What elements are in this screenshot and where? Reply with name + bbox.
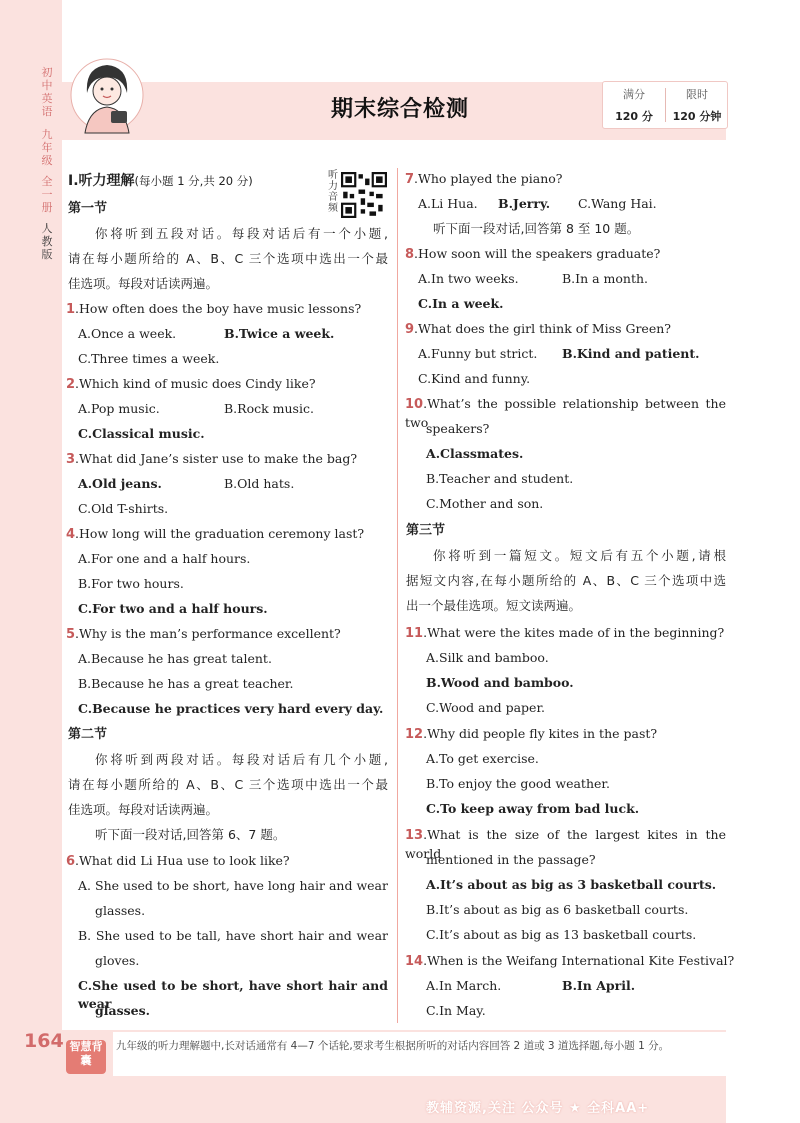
q2-option-a: A.Pop music. [78,401,160,416]
sidebar-subject: 初中英语 [41,66,53,118]
section1-instruction-2: 请在每小题所给的 A、B、C 三个选项中选出一个最 [68,251,388,266]
section1-instruction-3: 佳选项。每段对话读两遍。 [68,276,219,291]
q10-option-b: B.Teacher and student. [426,471,574,486]
q3-option-c: C.Old T-shirts. [78,501,169,516]
q12-option-a: A.To get exercise. [426,751,539,766]
watermark: 教辅资源,关注 公众号 ★ 全科AA+ [426,1101,650,1116]
section3-heading: 第三节 [406,523,446,538]
page-title: 期末综合检测 [330,97,469,122]
part1-heading [68,172,253,190]
tip-badge: 智慧背囊 [66,1040,106,1074]
q1-option-b: B.Twice a week. [224,326,335,341]
section3-instruction-3: 出一个最佳选项。短文读两遍。 [406,598,582,613]
score-label: 满分 [623,88,645,101]
time-label: 限时 [686,88,708,101]
score-value: 120 分 [615,110,653,123]
question-6: 6.What did Li Hua use to look like? [66,853,290,869]
q5-option-c: C.Because he practices very hard every day. [78,701,384,716]
q6-option-b-cont: gloves. [95,953,140,968]
q4-option-c: C.For two and a half hours. [78,601,268,616]
q11-option-b: B.Wood and bamboo. [426,675,574,690]
section2-instruction-2: 请在每小题所给的 A、B、C 三个选项中选出一个最 [68,777,388,792]
section2-instruction-3: 佳选项。每段对话读两遍。 [68,802,219,817]
q3-option-a: A.Old jeans. [78,476,162,491]
q8-option-c: C.In a week. [418,296,504,311]
q14-option-c: C.In May. [426,1003,486,1018]
section1-instruction-1: 你将听到五段对话。每段对话后有一个小题, [95,226,388,241]
q11-option-c: C.Wood and paper. [426,700,546,715]
qr-label: 听力音频 [328,170,338,214]
q8-option-a: A.In two weeks. [418,271,519,286]
section3-instruction-2: 据短文内容,在每小题所给的 A、B、C 三个选项中选 [406,573,726,588]
q12-option-b: B.To enjoy the good weather. [426,776,610,791]
q1-option-a: A.Once a week. [78,326,177,341]
q6-option-b: B. She used to be tall, have short hair and wear [78,928,388,943]
q2-option-c: C.Classical music. [78,426,205,441]
time-value: 120 分钟 [672,110,722,123]
section2-heading: 第二节 [68,727,108,742]
score-time-box [602,81,728,129]
column-divider [397,168,398,1023]
q3-option-b: B.Old hats. [224,476,295,491]
q5-option-a: A.Because he has great talent. [78,651,272,666]
question-11: 11.What were the kites made of in the beginning? [405,625,725,641]
q8-option-b: B.In a month. [562,271,649,286]
qr-code-icon[interactable] [341,172,387,218]
q14-option-b: B.In April. [562,978,636,993]
q4-option-a: A.For one and a half hours. [78,551,251,566]
q6-option-a: A. She used to be short, have long hair and wear [78,878,388,893]
sidebar [0,0,62,1123]
sidebar-edition: 人教版 [41,222,53,261]
section3-instruction-1: 你将听到一篇短文。短文后有五个小题,请根 [433,548,726,563]
q7-option-b: B.Jerry. [498,196,551,211]
q11-option-a: A.Silk and bamboo. [426,650,549,665]
q14-option-a: A.In March. [426,978,502,993]
q1-option-c: C.Three times a week. [78,351,220,366]
question-5: 5.Why is the man’s performance excellent? [66,626,341,642]
q6-option-c: C.She used to be short, have short hair and wear [78,978,388,1011]
part1-numeral: Ⅰ [68,173,74,189]
q13-option-c: C.It’s about as big as 13 basketball courts. [426,927,697,942]
q9-option-c: C.Kind and funny. [418,371,531,386]
question-1: 1.How often does the boy have music lessons? [66,301,362,317]
q10-option-a: A.Classmates. [426,446,524,461]
q10-option-c: C.Mother and son. [426,496,544,511]
sidebar-volume: 全一册 [41,175,53,214]
section2-subinstruction-2: 听下面一段对话,回答第 8 至 10 题。 [433,221,640,236]
question-4: 4.How long will the graduation ceremony last? [66,526,365,542]
question-10-cont: speakers? [426,421,490,436]
q12-option-c: C.To keep away from bad luck. [426,801,640,816]
q6-option-c-cont: glasses. [95,1003,151,1018]
question-7: 7.Who played the piano? [405,171,563,187]
section2-instruction-1: 你将听到两段对话。每段对话后有几个小题, [95,752,388,767]
q7-option-c: C.Wang Hai. [578,196,657,211]
q13-option-b: B.It’s about as big as 6 basketball courts. [426,902,689,917]
q9-option-a: A.Funny but strict. [418,346,538,361]
question-13-cont: mentioned in the passage? [426,852,596,867]
q9-option-b: B.Kind and patient. [562,346,700,361]
page-number: 164 [24,1030,64,1052]
part1-title: .听力理解 [73,173,135,189]
tip-text: 九年级的听力理解题中,长对话通常有 4—7 个话轮,要求考生根据所听的对话内容回答 2 道或 3 道选择题,每小题 1 分。 [116,1040,670,1052]
section2-subinstruction-1: 听下面一段对话,回答第 6、7 题。 [95,827,286,842]
question-8: 8.How soon will the speakers graduate? [405,246,661,262]
q7-option-a: A.Li Hua. [418,196,478,211]
sidebar-grade: 九年级 [41,128,53,167]
question-12: 12.Why did people fly kites in the past? [405,726,658,742]
section1-heading: 第一节 [68,201,108,216]
question-14: 14.When is the Weifang International Kite Festival? [405,953,735,969]
q13-option-a: A.It’s about as big as 3 basketball courts. [426,877,717,892]
q6-option-a-cont: glasses. [95,903,146,918]
question-9: 9.What does the girl think of Miss Green? [405,321,671,337]
q2-option-b: B.Rock music. [224,401,314,416]
part1-note: (每小题 1 分,共 20 分) [134,174,253,188]
q5-option-b: B.Because he has a great teacher. [78,676,294,691]
question-2: 2.Which kind of music does Cindy like? [66,376,316,392]
question-13: 13.What is the size of the largest kites in the world [405,827,726,861]
q4-option-b: B.For two hours. [78,576,184,591]
question-3: 3.What did Jane’s sister use to make the bag? [66,451,358,467]
question-10: 10.What’s the possible relationship between the two [405,396,726,430]
